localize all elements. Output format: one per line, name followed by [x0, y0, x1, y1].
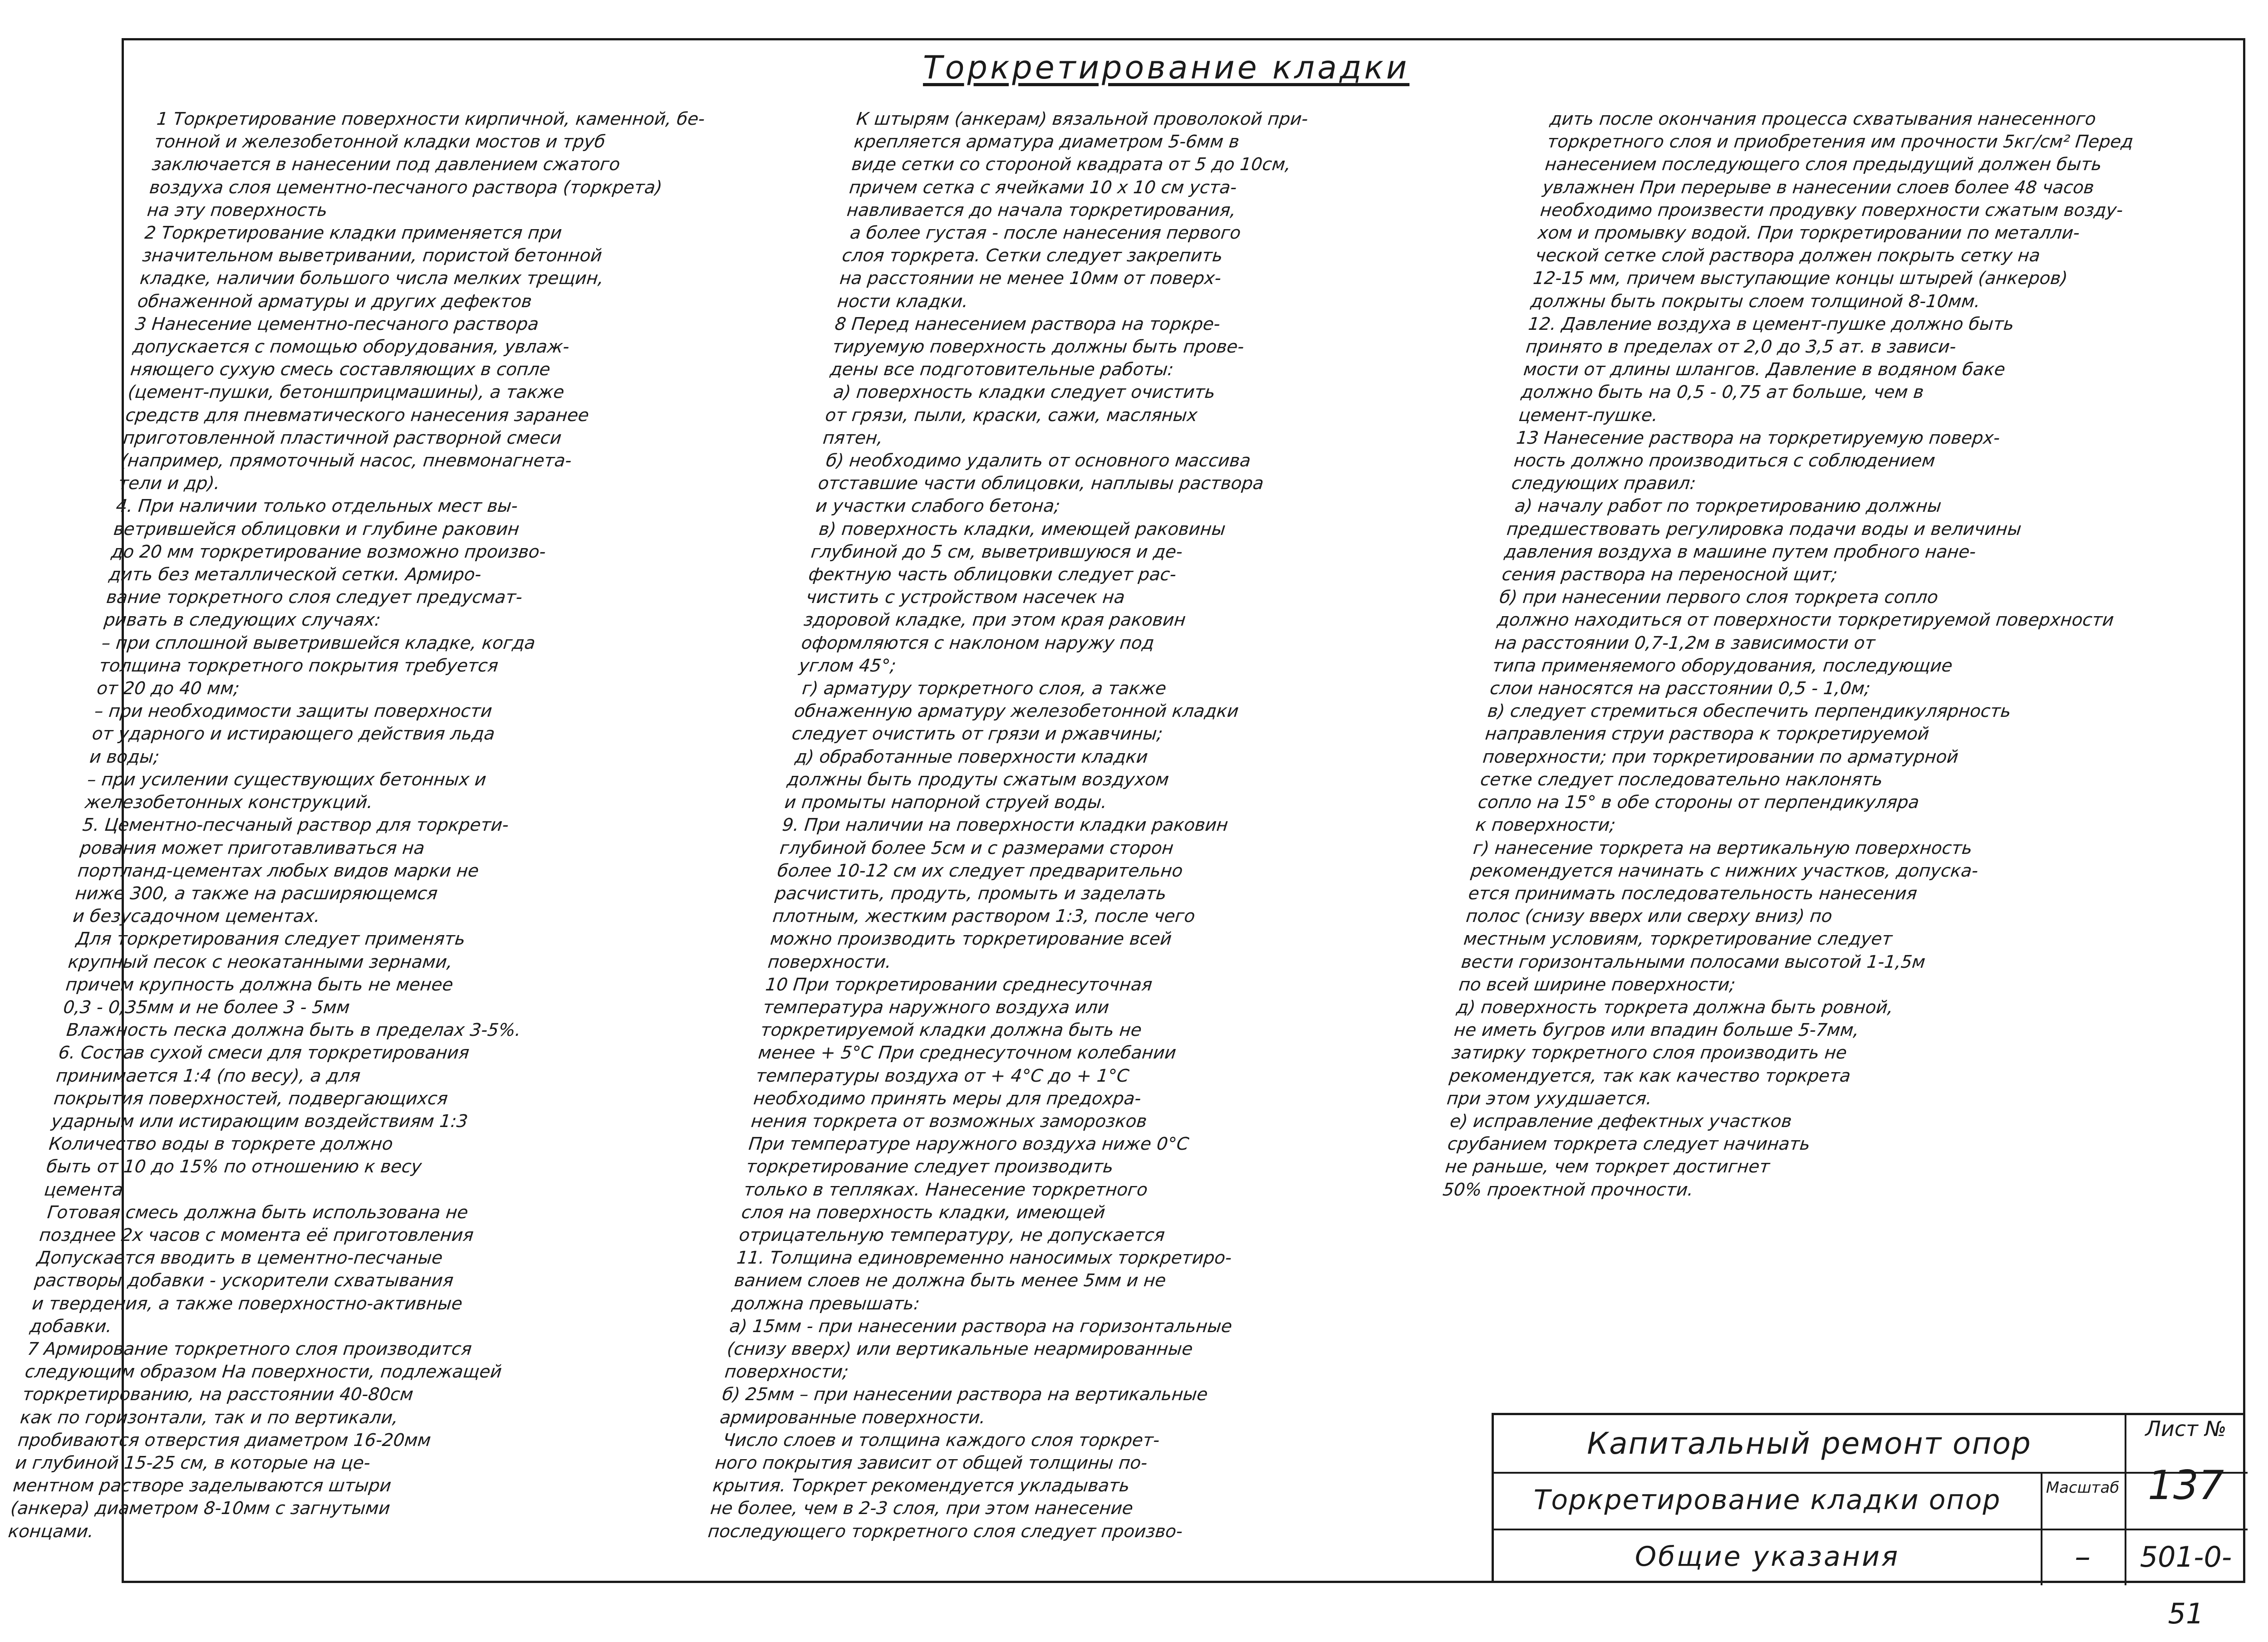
text-line: а) началу работ по торкретированию должны	[1508, 496, 1943, 517]
text-line: навливается до начала торкретирования,	[845, 200, 1237, 221]
text-line: в) следует стремиться обеспечить перпендикулярность	[1486, 701, 2012, 722]
text-line: типа применяемого оборудования, последующие	[1491, 655, 1954, 676]
text-line: позднее 2х часов с момента её приготовления	[38, 1225, 475, 1245]
text-line: должно находиться от поверхности торкретируемой поверхности	[1496, 610, 2115, 631]
text-line: кладке, наличии большого числа мелких трещин,	[139, 268, 605, 289]
text-line: местным условиям, торкретирование следует	[1463, 929, 1894, 950]
text-line: фектную часть облицовки следует рас-	[807, 564, 1178, 585]
text-line: на расстоянии 0,7-1,2м в зависимости от	[1493, 632, 1876, 653]
text-line: 6. Состав сухой смеси для торкретирования	[57, 1043, 471, 1064]
text-line: и воды;	[88, 746, 161, 767]
text-line: К штырям (анкерам) вязальной проволокой при-	[855, 109, 1309, 129]
sheet-number: 137	[2148, 1462, 2224, 1509]
text-line: торкретируемой кладки должна быть не	[759, 1020, 1143, 1041]
text-line: ниже 300, а также на расширяющемся	[74, 883, 439, 904]
text-line: а) 15мм - при нанесении раствора на горизонтальные	[728, 1316, 1233, 1337]
text-line: 10 При торкретировании среднесуточная	[764, 974, 1154, 995]
text-line: увлажнен При перерыве в нанесении слоев более 48 часов	[1541, 177, 2095, 198]
text-line: плотным, жестким раствором 1:3, после чего	[771, 906, 1196, 927]
text-line: пятен,	[822, 427, 884, 448]
text-line: углом 45°;	[798, 655, 897, 676]
text-line: более 10-12 см их следует предварительно	[776, 860, 1184, 881]
drawing-subject: Торкретирование кладки опор	[1533, 1484, 2001, 1516]
text-line: вести горизонтальными полосами высотой 1-1,5м	[1460, 951, 1927, 972]
text-line: заключается в нанесении под давлением сжатого	[151, 154, 621, 175]
scale-label: Масштаб	[2046, 1479, 2120, 1497]
text-line: (снизу вверх) или вертикальные неармированные	[726, 1338, 1194, 1359]
text-line: концами.	[7, 1521, 95, 1542]
text-line: не раньше, чем торкрет достигнет	[1438, 1157, 1771, 1177]
text-line: – при необходимости защиты поверхности	[93, 701, 493, 722]
text-line: ного покрытия зависит от общей толщины по-	[714, 1452, 1149, 1473]
text-line: г) арматуру торкретного слоя, а также	[795, 678, 1168, 699]
text-line: Количество воды в торкрете должно	[48, 1134, 394, 1155]
text-line: хом и промывку водой. При торкретировании по металли-	[1537, 223, 2081, 244]
text-line: ности кладки.	[836, 291, 969, 312]
scale-value: –	[2075, 1538, 2091, 1575]
text-line: Допускается вводить в цементно-песчаные	[36, 1248, 444, 1269]
text-line: – при усилении существующих бетонных и	[86, 769, 487, 790]
text-line: следующих правил:	[1510, 473, 1697, 494]
text-line: дить после окончания процесса схватывания нанесенного	[1549, 109, 2097, 129]
text-line: воздуха слоя цементно-песчаного раствора (торкрета)	[148, 177, 663, 198]
text-line: 1 Торкретирование поверхности кирпичной, каменной, бе-	[156, 109, 706, 129]
sheet-number-label: Лист №	[2145, 1417, 2227, 1441]
text-line: принято в пределах от 2,0 до 3,5 ат. в зависи-	[1525, 337, 1957, 358]
text-line: армированные поверхности.	[719, 1407, 987, 1428]
text-line: Влажность песка должна быть в пределах 3-5%.	[59, 1020, 522, 1041]
text-line: на эту поверхность	[146, 200, 329, 221]
text-line: должна превышать:	[731, 1293, 921, 1314]
text-line: е) исправление дефектных участков	[1443, 1111, 1793, 1132]
text-line: а) поверхность кладки следует очистить	[826, 382, 1217, 403]
text-line: приготовленной пластичной растворной смеси	[122, 427, 563, 448]
text-line: и участки слабого бетона;	[815, 496, 1061, 517]
text-line: Готовая смесь должна быть использована не	[40, 1202, 469, 1223]
text-line: оформляются с наклоном наружу под	[800, 632, 1155, 653]
text-line: растворы добавки - ускорители схватывания	[33, 1270, 455, 1291]
text-line: быть от 10 до 15% по отношению к весу	[45, 1157, 423, 1177]
text-line: торкретирование следует производить	[745, 1157, 1114, 1177]
text-line: отставшие части облицовки, наплывы раствора	[817, 473, 1265, 494]
text-line: должно быть на 0,5 - 0,75 ат больше, чем в	[1520, 382, 1925, 403]
text-line: должны быть продуты сжатым воздухом	[786, 769, 1170, 790]
text-line: няющего сухую смесь составляющих в сопле	[129, 359, 551, 380]
text-line: (цемент-пушки, бетоншприцмашины), а также	[127, 382, 565, 403]
text-line: значительном выветривании, пористой бетонной	[141, 245, 603, 266]
text-line: причем крупность должна быть не менее	[64, 974, 454, 995]
text-line: и промыты напорной струей воды.	[783, 792, 1108, 813]
text-line: крытия. Торкрет рекомендуется укладывать	[712, 1475, 1131, 1496]
text-line: Для торкретирования следует применять	[69, 929, 466, 950]
text-line: слоя торкрета. Сетки следует закрепить	[841, 245, 1224, 266]
text-line: покрытия поверхностей, подвергающихся	[53, 1088, 449, 1109]
text-line: менее + 5°С При среднесуточном колебании	[757, 1043, 1178, 1064]
text-line: необходимо произвести продувку поверхности сжатым возду-	[1539, 200, 2124, 221]
text-line: рования может приготавливаться на	[79, 838, 426, 858]
text-line: и твердения, а также поверхностно-активные	[31, 1293, 464, 1314]
text-line: поверхности.	[766, 951, 893, 972]
text-line: (анкера) диаметром 8-10мм с загнутыми	[10, 1498, 391, 1519]
text-line: 50% проектной прочности.	[1436, 1179, 1694, 1200]
text-line: к поверхности;	[1474, 815, 1617, 836]
text-line: д) обработанные поверхности кладки	[788, 746, 1149, 767]
text-line: ударным или истирающим воздействиям 1:3	[50, 1111, 469, 1132]
text-line: При температуре наружного воздуха ниже 0°С	[747, 1134, 1190, 1155]
text-line: температура наружного воздуха или	[762, 997, 1110, 1018]
text-line: принимается 1:4 (по весу), а для	[55, 1065, 362, 1086]
text-line: цемента	[43, 1179, 124, 1200]
text-line: ется принимать последовательность нанесения	[1467, 883, 1919, 904]
text-line: крепляется арматура диаметром 5-6мм в	[853, 132, 1241, 152]
text-line: при этом ухудшается.	[1446, 1088, 1653, 1109]
text-line: б) 25мм – при нанесении раствора на вертикальные	[721, 1384, 1209, 1405]
text-line: пробиваются отверстия диаметром 16-20мм	[17, 1430, 432, 1451]
text-line: расчистить, продуть, промыть и заделать	[774, 883, 1168, 904]
text-line: не более, чем в 2-3 слоя, при этом нанесение	[709, 1498, 1134, 1519]
text-line: 3 Нанесение цементно-песчаного раствора	[134, 314, 540, 334]
text-line: виде сетки со стороной квадрата от 5 до 10см,	[850, 154, 1292, 175]
text-line: – при сплошной выветрившейся кладке, когда	[100, 632, 536, 653]
text-line: температуры воздуха от + 4°С до + 1°С	[755, 1065, 1130, 1086]
text-line: по всей ширине поверхности;	[1458, 974, 1737, 995]
text-line: на расстоянии не менее 10мм от поверх-	[839, 268, 1222, 289]
text-line: ментном растворе заделываются штыри	[12, 1475, 393, 1496]
text-line: 11. Толщина единовременно наносимых торкретиро-	[736, 1248, 1233, 1269]
text-line: должны быть покрыты слоем толщиной 8-10мм.	[1529, 291, 1982, 312]
text-line: необходимо принять меры для предохра-	[752, 1088, 1142, 1109]
text-line: от ударного и истирающего действия льда	[91, 724, 496, 745]
text-line: цемент-пушке.	[1517, 405, 1659, 426]
text-line: последующего торкретного слоя следует произво-	[707, 1521, 1184, 1542]
text-line: направления струи раствора к торкретируемой	[1484, 724, 1930, 745]
text-line: сопло на 15° в обе стороны от перпендикуляра	[1477, 792, 1920, 813]
text-line: дены все подготовительные работы:	[829, 359, 1175, 380]
text-line: допускается с помощью оборудования, увлаж-	[132, 337, 570, 358]
text-line: торкретированию, на расстоянии 40-80см	[21, 1384, 414, 1405]
text-line: 13 Нанесение раствора на торкретируемую поверх-	[1515, 427, 2001, 448]
text-line: в) поверхность кладки, имеющей раковины	[812, 519, 1227, 539]
text-line: (например, прямоточный насос, пневмонагнета-	[119, 451, 573, 471]
text-line: глубиной более 5см и с размерами сторон	[779, 838, 1175, 858]
text-line: срубанием торкрета следует начинать	[1441, 1134, 1811, 1155]
text-line: торкретного слоя и приобретения им прочности 5кг/см² Перед	[1546, 132, 2135, 152]
text-line: вание торкретного слоя следует предусмат-	[105, 587, 524, 608]
text-line: не иметь бугров или впадин больше 5-7мм,	[1453, 1020, 1860, 1041]
text-line: г) нанесение торкрета на вертикальную поверхность	[1472, 838, 1973, 858]
text-line: затирку торкретного слоя производить не	[1450, 1043, 1848, 1064]
text-line: поверхности; при торкретировании по арматурной	[1482, 746, 1959, 767]
text-line: слои наносятся на расстоянии 0,5 - 1,0м;	[1489, 678, 1872, 699]
title-block	[1492, 1413, 2245, 1630]
text-line: толщина торкретного покрытия требуется	[98, 655, 500, 676]
text-line: б) при нанесении первого слоя торкрета сопло	[1498, 587, 1939, 608]
text-line: портланд-цементах любых видов марки не	[76, 860, 480, 881]
text-line: и безусадочном цементах.	[72, 906, 321, 927]
text-line: от 20 до 40 мм;	[96, 678, 241, 699]
text-line: ность должно производиться с соблюдением	[1512, 451, 1936, 471]
text-line: б) необходимо удалить от основного массива	[819, 451, 1252, 471]
text-line: тируемую поверхность должны быть прове-	[831, 337, 1245, 358]
text-line: предшествовать регулировка подачи воды и величины	[1506, 519, 2023, 539]
text-line: до 20 мм торкретирование возможно произво-	[110, 541, 547, 562]
section-name: Общие указания	[1635, 1541, 1900, 1573]
text-line: ванием слоев не должна быть менее 5мм и не	[733, 1270, 1167, 1291]
text-line: сения раствора на переносной щит;	[1501, 564, 1839, 585]
text-line: ривать в следующих случаях:	[103, 610, 382, 631]
text-line: нанесением последующего слоя предыдущий должен быть	[1544, 154, 2103, 175]
text-line: здоровой кладке, при этом края раковин	[802, 610, 1187, 631]
text-line: дить без металлической сетки. Армиро-	[108, 564, 482, 585]
text-line: слоя на поверхность кладки, имеющей	[740, 1202, 1106, 1223]
text-line: как по горизонтали, так и по вертикали,	[19, 1407, 399, 1428]
text-line: 2 Торкретирование кладки применяется при	[143, 223, 563, 244]
text-line: полос (снизу вверх или сверху вниз) по	[1465, 906, 1833, 927]
text-line: только в тепляках. Нанесение торкретного	[743, 1179, 1149, 1200]
text-line: можно производить торкретирование всей	[769, 929, 1173, 950]
text-line: тонной и железобетонной кладки мостов и труб	[153, 132, 607, 152]
text-line: обнаженную арматуру железобетонной кладки	[793, 701, 1240, 722]
text-line: глубиной до 5 см, выветрившуюся и де-	[810, 541, 1184, 562]
text-line: следует очистить от грязи и ржавчины;	[790, 724, 1164, 745]
project-name: Капитальный ремонт опор	[1587, 1426, 2032, 1461]
text-column-3	[1436, 108, 2241, 1201]
text-line: отрицательную температуру, не допускается	[738, 1225, 1166, 1245]
text-line: ческой сетке слой раствора должен покрыть сетку на	[1534, 245, 2042, 266]
text-line: Число слоев и толщина каждого слоя торкрет-	[717, 1430, 1161, 1451]
text-line: добавки.	[29, 1316, 113, 1337]
page-title: Торкретирование кладки	[923, 49, 1410, 86]
text-line: мости от длины шлангов. Давление в водяном баке	[1522, 359, 2007, 380]
text-line: тели и др).	[117, 473, 221, 494]
text-line: сетке следует последовательно наклонять	[1479, 769, 1884, 790]
text-line: поверхности;	[723, 1362, 850, 1382]
text-line: 9. При наличии на поверхности кладки раковин	[781, 815, 1229, 836]
text-line: средств для пневматического нанесения заранее	[124, 405, 590, 426]
text-line: нения торкрета от возможных заморозков	[750, 1111, 1148, 1132]
text-line: ветрившейся облицовки и глубине раковин	[113, 519, 520, 539]
text-line: д) поверхность торкрета должна быть ровной,	[1455, 997, 1895, 1018]
series-code: 501-0-51	[2140, 1540, 2232, 1630]
text-line: 7 Армирование торкретного слоя производится	[26, 1338, 473, 1359]
text-line: причем сетка с ячейками 10 х 10 см уста-	[848, 177, 1238, 198]
text-line: давления воздуха в машине путем пробного нане-	[1503, 541, 1977, 562]
text-line: обнаженной арматуры и других дефектов	[136, 291, 533, 312]
text-line: 0,3 - 0,35мм и не более 3 - 5мм	[62, 997, 351, 1018]
text-line: 8 Перед нанесением раствора на торкре-	[834, 314, 1222, 334]
text-line: крупный песок с неокатанными зернами,	[67, 951, 454, 972]
text-line: 5. Цементно-песчаный раствор для торкрети-	[81, 815, 510, 836]
text-line: рекомендуется, так как качество торкрета	[1448, 1065, 1852, 1086]
text-line: следующим образом На поверхности, подлежащей	[24, 1362, 503, 1382]
text-line: 12. Давление воздуха в цемент-пушке должно быть	[1527, 314, 2015, 334]
text-line: от грязи, пыли, краски, сажи, масляных	[824, 405, 1198, 426]
text-line: а более густая - после нанесения первого	[843, 223, 1242, 244]
text-line: чистить с устройством насечек на	[805, 587, 1126, 608]
text-line: и глубиной 15-25 см, в которые на це-	[14, 1452, 372, 1473]
text-line: рекомендуется начинать с нижних участков, допуска-	[1469, 860, 1979, 881]
text-line: железобетонных конструкций.	[83, 792, 374, 813]
text-line: 4. При наличии только отдельных мест вы-	[115, 496, 519, 517]
text-line: 12-15 мм, причем выступающие концы штырей (анкеров)	[1532, 268, 2069, 289]
